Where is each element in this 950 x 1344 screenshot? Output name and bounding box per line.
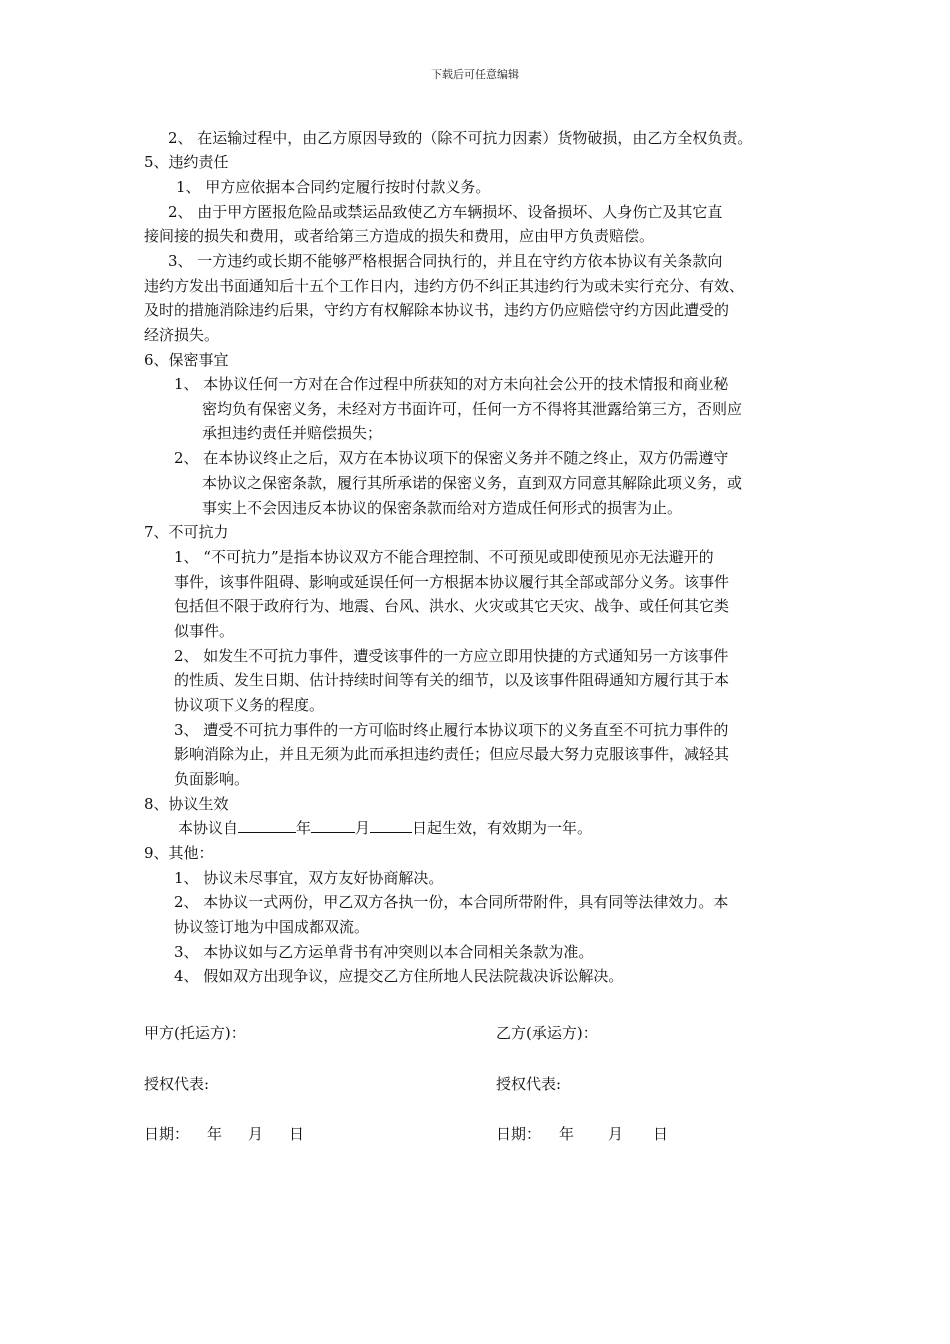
clause-5-3-cont-2: 及时的措施消除违约后果，守约方有权解除本协议书，违约方仍应赔偿守约方因此遭受的 xyxy=(144,301,730,319)
clause-7-1-cont-3: 似事件。 xyxy=(174,622,235,640)
clause-9-2-cont: 协议签订地为中国成都双流。 xyxy=(174,918,370,936)
clause-5-1: 1、 甲方应依据本合同约定履行按时付款义务。 xyxy=(176,178,491,196)
clause-5-3-cont-1: 违约方发出书面通知后十五个工作日内，违约方仍不纠正其违约行为或未实行充分、有效、 xyxy=(144,277,745,295)
party-a-rep-label: 授权代表: xyxy=(144,1075,210,1093)
clause-4-2: 2、 在运输过程中，由乙方原因导致的（除不可抗力因素）货物破损，由乙方全权负责。 xyxy=(168,129,753,147)
effective-month-label: 月 xyxy=(355,819,371,837)
party-b-rep-label: 授权代表: xyxy=(496,1075,562,1093)
date-year: 年 xyxy=(559,1125,575,1143)
clause-7-2-cont-1: 的性质、发生日期、估计持续时间等有关的细节，以及该事件阻碍通知方履行其于本 xyxy=(174,671,730,689)
effective-prefix: 本协议自 xyxy=(178,819,239,837)
clause-5-3: 3、 一方违约或长期不能够严格根据合同执行的，并且在守约方依本协议有关条款向 xyxy=(168,252,723,270)
clause-5-3-cont-3: 经济损失。 xyxy=(144,326,220,344)
effective-date-line xyxy=(178,816,592,840)
clause-6-2-cont-2: 事实上不会因违反本协议的保密条款而给对方造成任何形式的损害为止。 xyxy=(202,499,683,517)
date-label: 日期： xyxy=(144,1125,190,1143)
effective-suffix: 日起生效，有效期为一年。 xyxy=(412,819,593,837)
date-year: 年 xyxy=(207,1125,223,1143)
party-b-date xyxy=(496,1123,668,1144)
section-6-heading: 6、保密事宜 xyxy=(144,351,229,369)
party-b-label: 乙方(承运方)： xyxy=(496,1024,598,1042)
section-7-heading: 7、不可抗力 xyxy=(144,523,229,541)
section-5-heading: 5、违约责任 xyxy=(144,153,229,171)
date-month: 月 xyxy=(248,1125,264,1143)
section-8-heading: 8、协议生效 xyxy=(144,795,229,813)
clause-9-2: 2、 本协议一式两份，甲乙双方各执一份，本合同所带附件，具有同等法律效力。本 xyxy=(174,893,729,911)
clause-5-2: 2、 由于甲方匿报危险品或禁运品致使乙方车辆损坏、设备损坏、人身伤亡及其它直 xyxy=(168,203,723,221)
clause-7-2: 2、 如发生不可抗力事件，遭受该事件的一方应立即用快捷的方式通知另一方该事件 xyxy=(174,647,729,665)
date-month: 月 xyxy=(608,1125,624,1143)
page-header: 下载后可任意编辑 xyxy=(431,68,519,81)
clause-7-2-cont-2: 协议项下义务的程度。 xyxy=(174,696,325,714)
effective-year-label: 年 xyxy=(296,819,312,837)
date-day: 日 xyxy=(653,1125,669,1143)
day-blank[interactable] xyxy=(370,816,412,833)
clause-6-1: 1、 本协议任何一方对在合作过程中所获知的对方未向社会公开的技术情报和商业秘 xyxy=(174,375,729,393)
month-blank[interactable] xyxy=(311,816,355,833)
clause-9-1: 1、 协议未尽事宜，双方友好协商解决。 xyxy=(174,869,444,887)
date-day: 日 xyxy=(289,1125,305,1143)
clause-7-1: 1、 “不可抗力”是指本协议双方不能合理控制、不可预见或即使预见亦无法避开的 xyxy=(174,548,714,566)
clause-7-3: 3、 遭受不可抗力事件的一方可临时终止履行本协议项下的义务直至不可抗力事件的 xyxy=(174,721,729,739)
clause-6-1-cont-1: 密均负有保密义务，未经对方书面许可，任何一方不得将其泄露给第三方，否则应 xyxy=(202,400,743,418)
clause-6-2-cont-1: 本协议之保密条款，履行其所承诺的保密义务，直到双方同意其解除此项义务，或 xyxy=(202,474,743,492)
clause-7-1-cont-2: 包括但不限于政府行为、地震、台风、洪水、火灾或其它天灾、战争、或任何其它类 xyxy=(174,597,730,615)
clause-7-3-cont-2: 负面影响。 xyxy=(174,770,250,788)
clause-9-4: 4、 假如双方出现争议，应提交乙方住所地人民法院裁决诉讼解决。 xyxy=(174,967,624,985)
clause-7-1-cont-1: 事件，该事件阻碍、影响或延误任何一方根据本协议履行其全部或部分义务。该事件 xyxy=(174,573,730,591)
clause-9-3: 3、 本协议如与乙方运单背书有冲突则以本合同相关条款为准。 xyxy=(174,943,594,961)
clause-6-2: 2、 在本协议终止之后，双方在本协议项下的保密义务并不随之终止，双方仍需遵守 xyxy=(174,449,729,467)
year-blank[interactable] xyxy=(238,816,296,833)
party-a-label: 甲方(托运方)： xyxy=(144,1024,246,1042)
clause-6-1-cont-2: 承担违约责任并赔偿损失； xyxy=(202,424,383,442)
clause-5-2-cont: 接间接的损失和费用，或者给第三方造成的损失和费用，应由甲方负责赔偿。 xyxy=(144,227,655,245)
section-9-heading: 9、其他： xyxy=(144,844,214,862)
party-a-date xyxy=(144,1123,304,1144)
clause-7-3-cont-1: 影响消除为止，并且无须为此而承担违约责任；但应尽最大努力克服该事件，减轻其 xyxy=(174,745,730,763)
date-label: 日期： xyxy=(496,1125,542,1143)
